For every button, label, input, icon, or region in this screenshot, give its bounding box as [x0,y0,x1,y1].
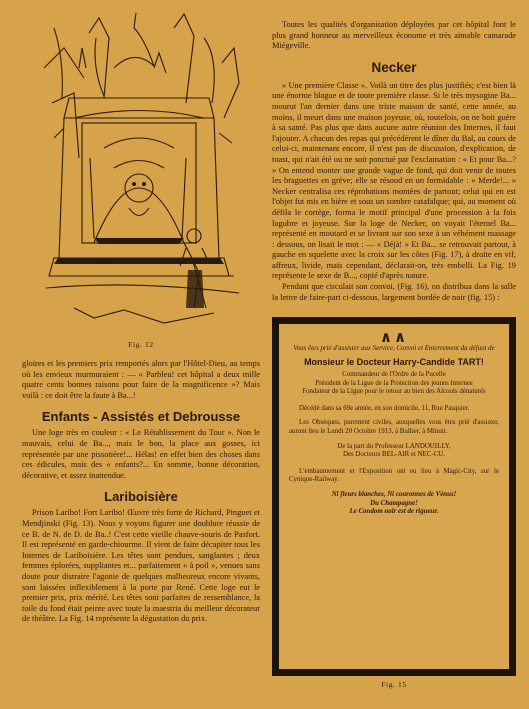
notice-from: De la part du Professeur LANDOUILLY, Des Docteurs BEL-AIR et NEC-CU. [337,442,451,459]
funeral-notice-box [272,317,516,676]
necker-paragraph-1: « Une première Classe ». Voilà un titre des plus justifiés; c'est bien là une énorme blague et de toute première classe. Si le très mysogine Ba... mourut l'an dernier dans une triste maison de santé, cette année, au moins, il meurt dans une maison joyeuse, où, toutefois, on ne boit guère à sa santé. Pas plus que dans aucune autre réunion des Internes, il faut l'ajouter. A chacun des repas qui précédèrent le dîner du Bal, au cours de celui-ci, maintenant encore, il n'est pas de discussion, d'explication, de toast, qui n'ait été ou ne soit ponctué par l'exclamation : « Et pour Ba...? » On entend monter une grande vague de fond, qui doit venir de toutes les braguettes en grève; elle se résoud en un formidable : « Merde!... » Necker centralisa ces réprobations montées de partout; celui qui en est l'objet fut mis en bière et sous un sombre catafalque; qui, au moment où défila le cortège, forma le motif principal d'une procession à la fois lugubre et joyeuse. Sur la loge de Necker, on voyait l'éternel Ba... représenté en moutard et se livrant sur son sexe à un véhément massage : dessous, on lisait le mot : — « Déjà! » Et Ba... se retrouvait partout, à gauche en squelette avec la croix sur les côtes (Fig. 17), à droite en vif, affreux, livide, mais cependant, déclarait-on, très embelli. La Fig. 19 représente le sexe de B..., copié d'après nature. [272,80,516,281]
notice-symbol: ∧∧ [379,330,409,347]
right-column [272,20,516,689]
necker-paragraph-2: Pendant que circulait son convoi, (Fig. 16), on distribua dans la salle la lettre de faire-part ci-dessous, largement bordée de noir (fig. 15) : [272,282,516,302]
heading-enfants-assistes: Enfants - Assistés et Debrousse [41,409,241,425]
carnival-float-illustration [34,8,244,338]
right-intro-paragraph: Toutes les qualités d'organisation déployées par cet hôpital font le plus grand honneur au merveilleux économe et très aimable camarade Miégeville. [272,20,516,51]
notice-intro: Vous êtes prié d'assister aux Service, Convoi et Enterrement du défunt de [293,344,495,352]
left-paragraph-1: gloires et les premiers prix remportés alors par l'Hôtel-Dieu, au temps où les envieux murmuraient : — « Parbleu! cet hôpital a deux mille quatre cents bonnes raisons pour faire de la magnificence »? Mais voilà : ce doit être la faute à Ba...! [22,359,260,400]
left-column [22,8,260,625]
notice-titles: Commandeur de l'Ordre de la Pucelle Président de la Ligue de la Protection des jeunes Internes Fondateur de la Ligue pour le retour au bien des Alcools dénaturés [302,371,486,396]
heading-necker: Necker [371,59,417,75]
left-paragraph-3: Prison Laribo! Fort Laribo! Œuvre très forte de Richard, Pinguet et Mendjinski (Fig. 13). Nous y voyons figurer une doublure réussie de ce B. de N. de D. de Ba..! C'est cette vieille chauve-souris de Pasfort. Il est représenté en garde-chiourme. Il vient de faire décapiter tous les Internes de Lariboisière. Les têtes sont pendues, sanglantes ; deux femmes éplorées, suppliantes et... parfaitement « à poil », venues sans doute pour distraire l'agonie de quelques malheureux encore vivants, sont laissées inflexiblement à la porte par René. Cette loge eut le premier prix, prix mérité. Les têtes sont parfaites de ressemblance, la toile du fond était peinte avec toute la maestria du meilleur décorateur de théâtre. La Fig. 14 représente la dégustation du prix. [22,508,260,624]
heading-lariboisiere: Lariboisière [104,489,178,505]
notice-funeral: Les Obsèques, purement civiles, auxquelles vous êtes prié d'assister, auront lieu le Lundi 20 Octobre 1913, à Bullier, à Minuit. [289,419,499,435]
notice-slogan: Ni fleurs blanches, Ni couronnes de Vénus! Du Champagne! Le Condom noir est de rigueur. [331,490,457,516]
left-paragraph-2: Une loge très en couleur : « Le Rétablissement du Tour ». Non le mauvais, celui de Ba..., mais le bon, la place aux gosses, ici représentée par une pissotière!... Hélas! en effet bien des choses dans ces édicules, mais des « enfants?... En somme, bonne décoration, décorative, et assez inattendue. [22,428,260,480]
figure-15-caption: Fig. 15 [381,680,407,690]
notice-deceased-name: Monsieur le Docteur Harry-Candide TART! [304,357,484,368]
notice-death: Décédé dans sa 69e année, en son domicile, 11, Rue Pasquier. [299,404,470,412]
figure-12-caption: Fig. 12 [128,340,154,349]
notice-burial: L'embaumement et l'Exposition ont eu lieu à Magic-City, sur le Cynique-Railway. [289,467,499,484]
